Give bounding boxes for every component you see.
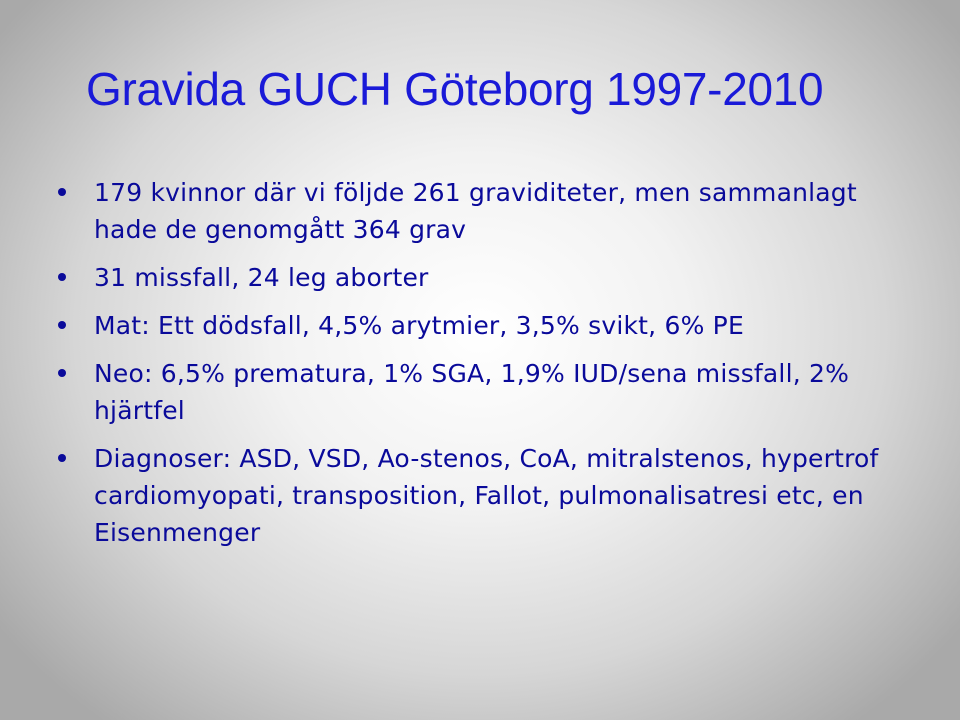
bullet-text: 179 kvinnor där vi följde 261 graviditeter, men sammanlagt hade de genomgått 364 grav [94,178,857,244]
bullet-dot-icon [58,321,66,329]
bullet-dot-icon [58,454,66,462]
bullet-item [56,174,916,248]
slide-title: Gravida GUCH Göteborg 1997-2010 [86,63,824,115]
bullet-text: Diagnoser: ASD, VSD, Ao-stenos, CoA, mitralstenos, hypertrof cardiomyopati, transposition, Fallot, pulmonalisatresi etc, en Eisenmenger [94,444,879,547]
bullet-item [56,307,916,344]
bullet-item [56,440,916,551]
bullet-item [56,355,916,429]
bullet-item [56,259,916,296]
bullet-list [56,174,916,562]
bullet-text: 31 missfall, 24 leg aborter [94,263,429,292]
bullet-dot-icon [58,273,66,281]
bullet-dot-icon [58,188,66,196]
bullet-text: Mat: Ett dödsfall, 4,5% arytmier, 3,5% svikt, 6% PE [94,311,744,340]
bullet-dot-icon [58,369,66,377]
bullet-text: Neo: 6,5% prematura, 1% SGA, 1,9% IUD/sena missfall, 2% hjärtfel [94,359,850,425]
